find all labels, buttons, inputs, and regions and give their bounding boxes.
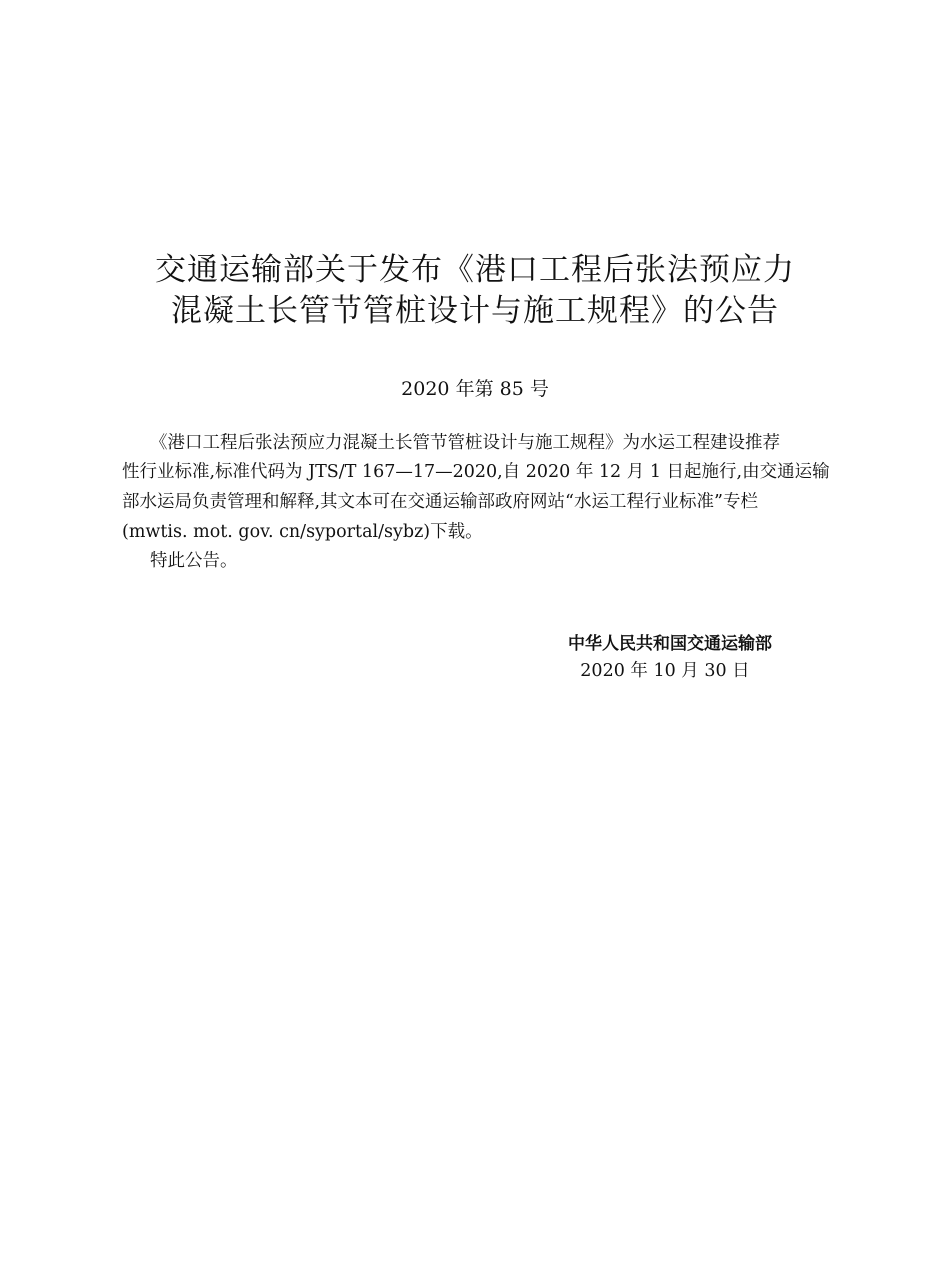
document-number: 2020 年第 85 号 bbox=[401, 378, 549, 400]
title-line-1: 交通运输部关于发布《港口工程后张法预应力 bbox=[155, 252, 795, 288]
signature-organization: 中华人民共和国交通运输部 bbox=[568, 634, 772, 654]
signature-date: 2020 年 10 月 30 日 bbox=[580, 661, 750, 681]
closing-statement: 特此公告。 bbox=[150, 551, 238, 571]
body-paragraph-line-4: (mwtis. mot. gov. cn/syportal/sybz)下载。 bbox=[122, 522, 483, 542]
title-line-2: 混凝土长管节管桩设计与施工规程》的公告 bbox=[171, 293, 779, 329]
body-paragraph-line-1: 《港口工程后张法预应力混凝土长管节管桩设计与施工规程》为水运工程建设推荐 bbox=[150, 433, 780, 453]
body-paragraph-line-3: 部水运局负责管理和解释,其文本可在交通运输部政府网站“水运工程行业标准”专栏 bbox=[122, 492, 758, 512]
body-paragraph-line-2: 性行业标准,标准代码为 JTS/T 167—17—2020,自 2020 年 12 月 1 日起施行,由交通运输 bbox=[122, 462, 830, 482]
